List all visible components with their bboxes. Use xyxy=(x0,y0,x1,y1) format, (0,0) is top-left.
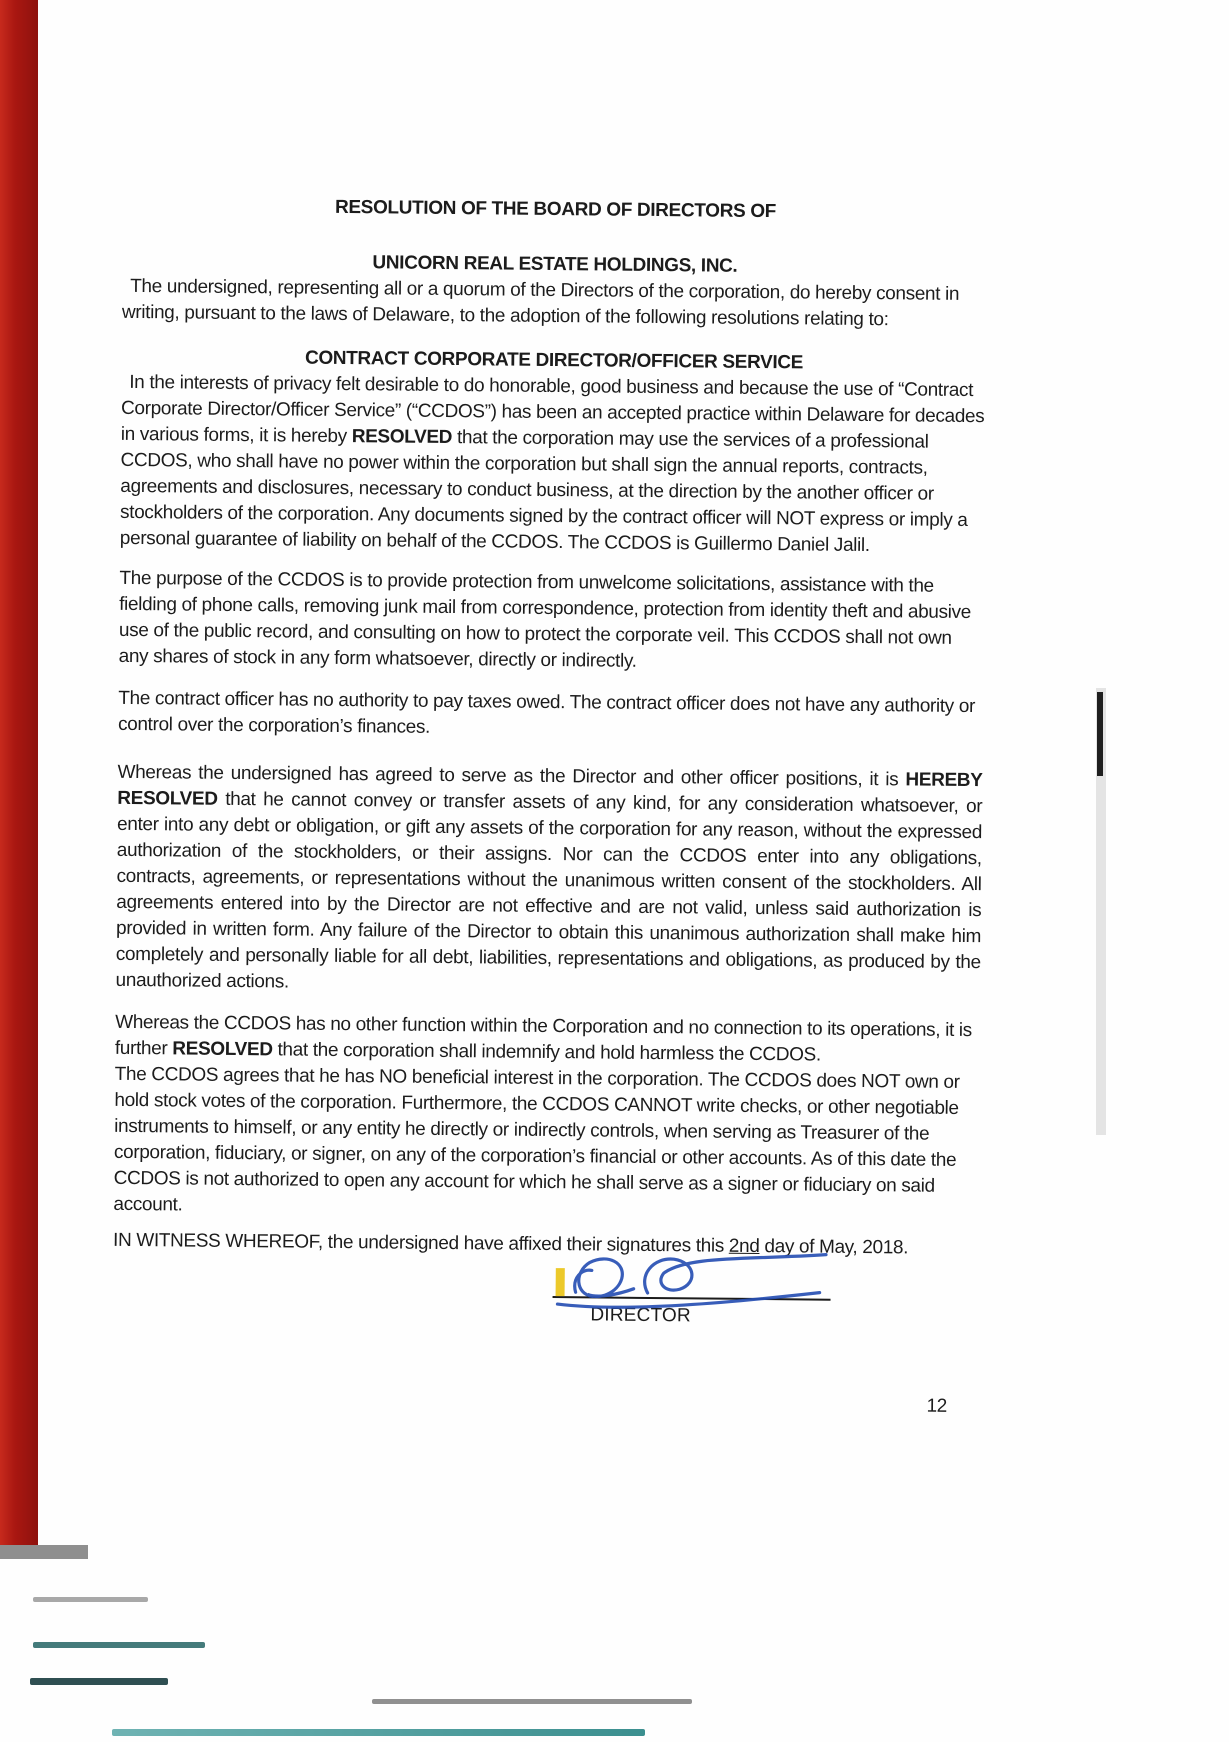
document-title: RESOLUTION OF THE BOARD OF DIRECTORS OF xyxy=(334,196,777,223)
section-heading: CONTRACT CORPORATE DIRECTOR/OFFICER SERVICE xyxy=(304,347,804,374)
signature-label: DIRECTOR xyxy=(590,1304,691,1327)
paragraph-whereas-director: Whereas the undersigned has agreed to serve as the Director and other officer positions, it is HEREBY RESOLVED that he cannot convey or transfer assets of any kind, for any consideration whatsoever, or enter into any debt or obligation, or gift any assets of the corporation for any reason, without the expressed authorization of the stockholders, or their assigns. Nor can the CCDOS enter into any obligations, contracts, agreements, or representations without the unanimous written consent of the stockholders. All agreements entered into by the Director are not effective and are not valid, unless said authorization is provided in written form. Any failure of the Director to obtain this unanimous authorization shall make him completely and personally liable for all debt, liabilities, representations and obligations, as produced by the unauthorized actions. xyxy=(115,761,983,993)
highlight-mark xyxy=(556,1268,565,1296)
scan-edge-red-stripe xyxy=(0,0,38,1548)
signature-block xyxy=(552,1296,830,1331)
document-content xyxy=(108,0,990,1746)
company-name: UNICORN REAL ESTATE HOLDINGS, INC. xyxy=(372,252,738,277)
paragraph-no-beneficial-interest: The CCDOS agrees that he has NO beneficial interest in the corporation. The CCDOS does NOT own or hold stock votes of the corporation. Furthermore, the CCDOS CANNOT write checks, or other negotiable instruments to himself, or any entity he directly or indirectly controls, when serving as Treasurer of the corporation, fiduciary, or signer, on any of the corporation’s financial or other accounts. As of this date the CCDOS is not authorized to open any account for which he shall serve as a signer or fiduciary on said account. xyxy=(113,1063,960,1216)
scan-edge-mark xyxy=(1097,692,1103,776)
page-number: 12 xyxy=(926,1395,948,1417)
signature-line xyxy=(553,1296,831,1301)
paragraph-ccdos-resolution: In the interests of privacy felt desirable to do honorable, good business and because the use of “Contract Corporate Director/Officer Service” (“CCDOS”) has been an accepted practice within Delaware for decades in various forms, it is hereby RESOLVED that the corporation may use the services of a professional CCDOS, who shall have no power within the corporation but shall sign the annual reports, contracts, agreements and disclosures, necessary to conduct business, at the direction by the another officer or stockholders of the corporation. Any documents signed by the contract officer will NOT express or imply a personal guarantee of liability on behalf of the CCDOS. The CCDOS is Guillermo Daniel Jalil. xyxy=(119,371,985,557)
paragraph-no-authority: The contract officer has no authority to pay taxes owed. The contract officer does not have any authority or control over the corporation’s finances. xyxy=(117,687,976,738)
paragraph-witness: IN WITNESS WHEREOF, the undersigned have affixed their signatures this 2nd day of May, 2018. xyxy=(112,1229,909,1259)
scan-artifact xyxy=(0,1545,88,1559)
paragraph-purpose: The purpose of the CCDOS is to provide protection from unwelcome solicitations, assistance with the fielding of phone calls, removing junk mail from correspondence, protection from identity theft and abusive use of the public record, and consulting on how to protect the corporate veil. This CCDOS shall not own any shares of stock in any form whatsoever, directly or indirectly. xyxy=(118,567,972,672)
intro-paragraph: The undersigned, representing all or a quorum of the Directors of the corporation, do hereby consent in writing, pursuant to the laws of Delaware, to the adoption of the following resolutions relating to: xyxy=(121,275,960,331)
paragraph-whereas-indemnify: Whereas the CCDOS has no other function within the Corporation and no connection to its operations, it is further RESOLVED that the corporation shall indemnify and hold harmless the CCDOS. xyxy=(114,1011,972,1066)
